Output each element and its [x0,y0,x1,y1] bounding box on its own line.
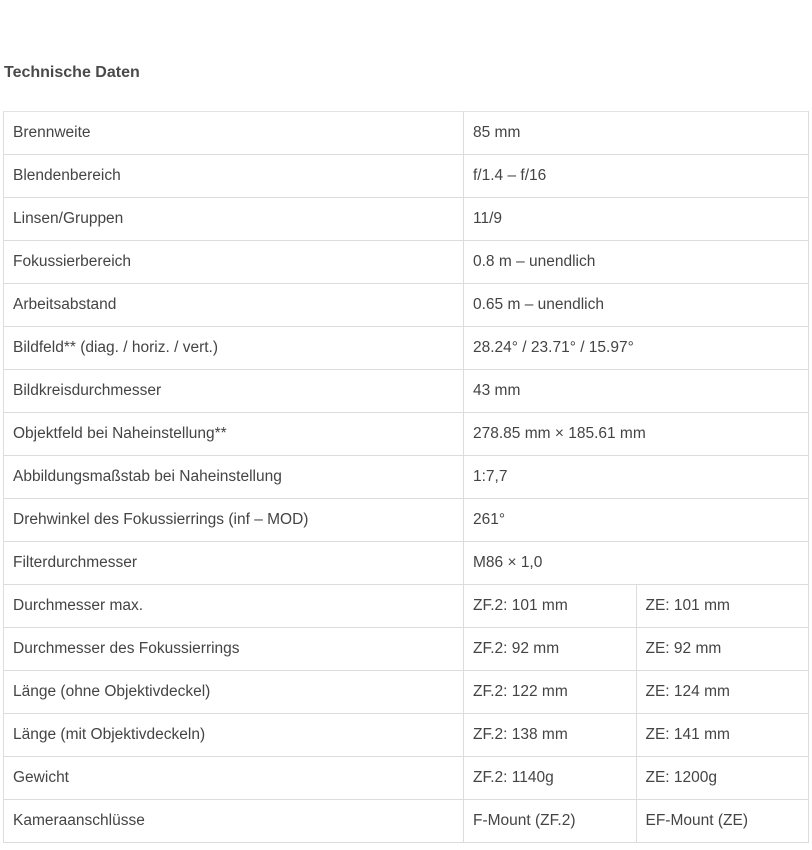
spec-value: 261° [464,499,809,542]
spec-label: Brennweite [4,112,464,155]
spec-value: 28.24° / 23.71° / 15.97° [464,327,809,370]
spec-label: Gewicht [4,757,464,800]
spec-value: 11/9 [464,198,809,241]
spec-value-zf: ZF.2: 122 mm [464,671,637,714]
spec-value-ze: EF-Mount (ZE) [636,800,809,843]
spec-value: 1:7,7 [464,456,809,499]
spec-row-brennweite [4,112,809,155]
spec-row-durchmesser-max [4,585,809,628]
spec-row-objektfeld [4,413,809,456]
spec-value-ze: ZE: 1200g [636,757,809,800]
spec-value-ze: ZE: 141 mm [636,714,809,757]
spec-label: Bildkreisdurchmesser [4,370,464,413]
spec-label: Objektfeld bei Naheinstellung** [4,413,464,456]
spec-label: Fokussierbereich [4,241,464,284]
specs-table [3,111,809,843]
spec-label: Filterdurchmesser [4,542,464,585]
spec-label: Länge (ohne Objektivdeckel) [4,671,464,714]
section-heading: Technische Daten [4,64,140,81]
spec-label: Durchmesser des Fokussierrings [4,628,464,671]
spec-row-fokussierbereich [4,241,809,284]
spec-label: Arbeitsabstand [4,284,464,327]
spec-value: 43 mm [464,370,809,413]
spec-label: Abbildungsmaßstab bei Naheinstellung [4,456,464,499]
spec-row-laenge-ohne [4,671,809,714]
spec-row-blendenbereich [4,155,809,198]
spec-label: Drehwinkel des Fokussierrings (inf – MOD) [4,499,464,542]
spec-value-ze: ZE: 92 mm [636,628,809,671]
spec-value: M86 × 1,0 [464,542,809,585]
spec-value-zf: ZF.2: 138 mm [464,714,637,757]
spec-row-linsen [4,198,809,241]
spec-label: Durchmesser max. [4,585,464,628]
spec-value-ze: ZE: 101 mm [636,585,809,628]
spec-row-durchmesser-fokussierring [4,628,809,671]
spec-row-arbeitsabstand [4,284,809,327]
spec-label: Kameraanschlüsse [4,800,464,843]
spec-row-drehwinkel [4,499,809,542]
spec-row-kameraanschluesse [4,800,809,843]
spec-row-bildkreisdurchmesser [4,370,809,413]
spec-label: Länge (mit Objektivdeckeln) [4,714,464,757]
spec-value-zf: F-Mount (ZF.2) [464,800,637,843]
spec-value-zf: ZF.2: 92 mm [464,628,637,671]
spec-value-zf: ZF.2: 1140g [464,757,637,800]
spec-row-laenge-mit [4,714,809,757]
spec-value: f/1.4 – f/16 [464,155,809,198]
spec-row-bildfeld [4,327,809,370]
spec-value-zf: ZF.2: 101 mm [464,585,637,628]
spec-value-ze: ZE: 124 mm [636,671,809,714]
spec-label: Bildfeld** (diag. / horiz. / vert.) [4,327,464,370]
spec-value: 0.65 m – unendlich [464,284,809,327]
spec-row-gewicht [4,757,809,800]
spec-label: Linsen/Gruppen [4,198,464,241]
spec-value: 0.8 m – unendlich [464,241,809,284]
spec-value: 278.85 mm × 185.61 mm [464,413,809,456]
spec-label: Blendenbereich [4,155,464,198]
spec-row-filterdurchmesser [4,542,809,585]
spec-row-abbildungsmassstab [4,456,809,499]
spec-value: 85 mm [464,112,809,155]
